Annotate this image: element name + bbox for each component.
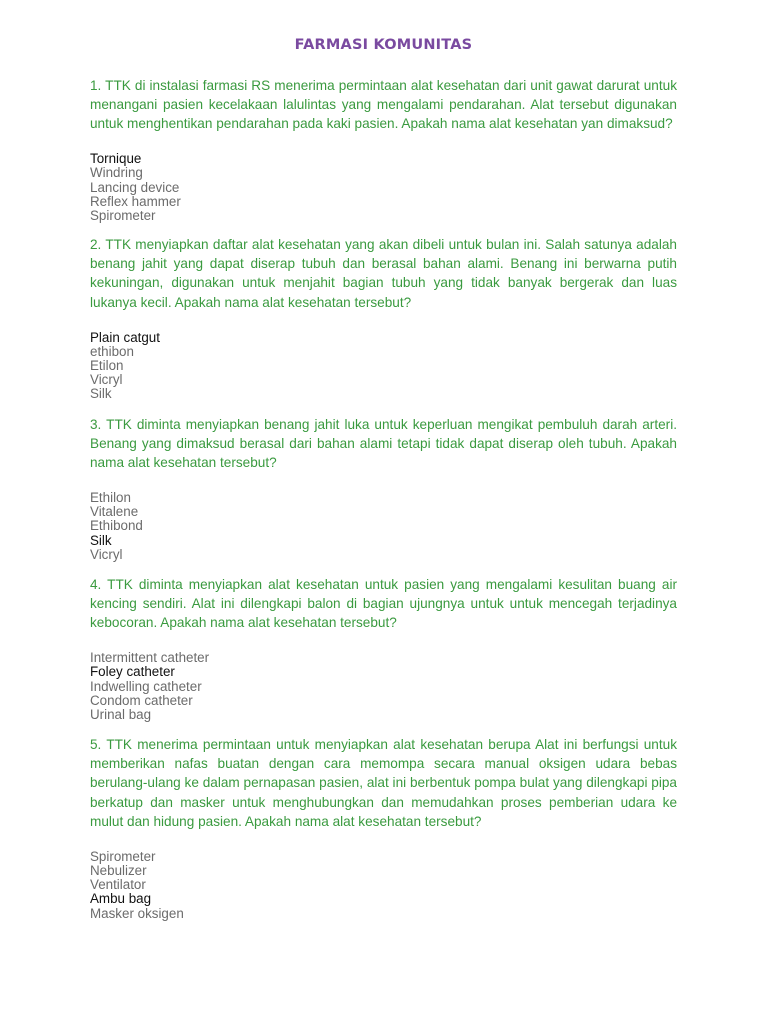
option-item: Vicryl bbox=[90, 546, 123, 562]
option-item: Intermittent catheter bbox=[90, 650, 210, 666]
question-text: 5. TTK menerima permintaan untuk menyiapkan alat kesehatan berupa Alat ini berfungsi untuk memberikan nafas buatan dengan cara memompa secara manual oksigen udara bebas berulang-ulang ke dalam pernapasan pasien, alat ini berbentuk pompa bulat yang dilengkapi pipa berkatup dan masker untuk menghubungkan dan memudahkan proses pemberian udara ke mulut dan hidung pasien. Apakah nama alat kesehatan tersebut? bbox=[90, 737, 677, 829]
question-block-1 bbox=[90, 76, 677, 223]
option-item: Indwelling catheter bbox=[90, 678, 202, 694]
option-item: Silk bbox=[90, 386, 112, 402]
question-block-2 bbox=[90, 235, 677, 401]
option-item: Urinal bag bbox=[90, 707, 152, 723]
option-item: ethibon bbox=[90, 343, 134, 359]
option-item: Spirometer bbox=[90, 208, 156, 224]
option-list bbox=[90, 651, 677, 722]
option-item: Windring bbox=[90, 165, 143, 181]
option-item: Vicryl bbox=[90, 372, 123, 388]
option-answer: Foley catheter bbox=[90, 664, 175, 680]
question-block-4 bbox=[90, 575, 677, 722]
option-answer: Plain catgut bbox=[90, 329, 160, 345]
option-item: Ventilator bbox=[90, 877, 146, 893]
option-item: Ethilon bbox=[90, 489, 131, 505]
option-item: Nebulizer bbox=[90, 862, 147, 878]
page-title: FARMASI KOMUNITAS bbox=[294, 37, 473, 53]
option-item: Masker oksigen bbox=[90, 905, 184, 921]
option-item: Spirometer bbox=[90, 848, 156, 864]
option-list bbox=[90, 850, 677, 921]
document-page bbox=[90, 36, 677, 921]
question-block-3 bbox=[90, 415, 677, 562]
question-text: 2. TTK menyiapkan daftar alat kesehatan yang akan dibeli untuk bulan ini. Salah satunya adalah benang jahit yang dapat diserap tubuh dan berasal bahan alami. Benang ini berwarna putih kekuningan, digunakan untuk menjahit bagian tubuh yang tidak banyak bergerak dan luas lukanya kecil. Apakah nama alat kesehatan tersebut? bbox=[90, 237, 677, 310]
option-list bbox=[90, 331, 677, 402]
option-answer: Silk bbox=[90, 532, 112, 548]
question-block-5 bbox=[90, 735, 677, 920]
option-item: Condom catheter bbox=[90, 692, 193, 708]
option-item: Reflex hammer bbox=[90, 193, 181, 209]
question-text: 3. TTK diminta menyiapkan benang jahit luka untuk keperluan mengikat pembuluh darah arteri. Benang yang dimaksud berasal dari bahan alami tetapi tidak dapat diserap oleh tubuh. Apakah nama alat kesehatan tersebut? bbox=[90, 416, 677, 470]
option-item: Etilon bbox=[90, 358, 124, 374]
option-item: Lancing device bbox=[90, 179, 180, 195]
option-answer: Ambu bag bbox=[90, 891, 152, 907]
option-list bbox=[90, 491, 677, 562]
question-text: 1. TTK di instalasi farmasi RS menerima permintaan alat kesehatan dari unit gawat darurat untuk menangani pasien kecelakaan lalulintas yang mengalami pendarahan. Alat tersebut digunakan untuk menghentikan pendarahan pada kaki pasien. Apakah nama alat kesehatan yan dimaksud? bbox=[90, 78, 677, 132]
option-answer: Tornique bbox=[90, 151, 142, 167]
question-text: 4. TTK diminta menyiapkan alat kesehatan untuk pasien yang mengalami kesulitan buang air kencing sendiri. Alat ini dilengkapi balon di bagian ujungnya untuk untuk mencegah terjadinya kebocoran. Apakah nama alat kesehatan tersebut? bbox=[90, 576, 677, 631]
option-list bbox=[90, 152, 677, 223]
option-item: Ethibond bbox=[90, 518, 143, 534]
option-item: Vitalene bbox=[90, 504, 139, 520]
